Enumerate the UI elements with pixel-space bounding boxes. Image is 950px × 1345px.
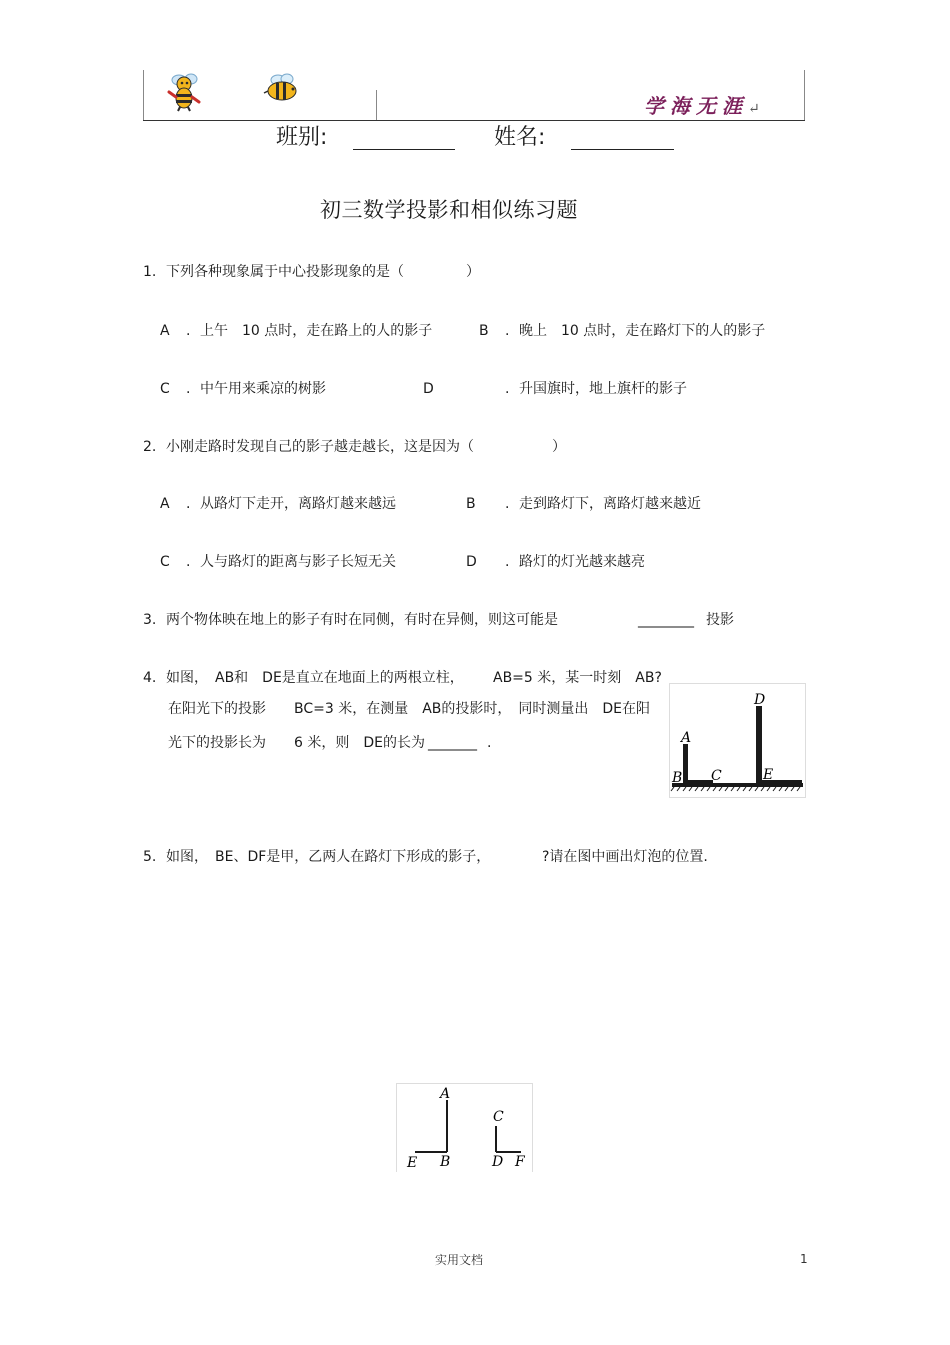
q1-option-b-text: 晚上 10 点时，走在路灯下的人的影子 (519, 323, 766, 339)
q4-number: 4. (143, 670, 157, 686)
q3-stem: 两个物体映在地上的影子有时在同侧，有时在异侧，则这可能是 (166, 612, 558, 628)
q1-option-c-letter: C (160, 381, 170, 397)
q4-label-a: A (681, 730, 692, 746)
q4-figure (669, 683, 806, 798)
footer-label: 实用文档 (435, 1253, 484, 1267)
q2-option-d-dot: . (505, 554, 510, 570)
q4-line2: 在阳光下的投影 BC=3 米，在测量 AB的投影时， 同时测量出 DE在阳 (168, 701, 651, 717)
return-mark: ↵ (748, 101, 760, 117)
q2-option-c-dot: . (186, 554, 191, 570)
q1-option-c-dot: . (186, 381, 191, 397)
q4-line3: 光下的投影长为 6 米，则 DE的长为 (168, 735, 425, 751)
q4-label-c: C (711, 768, 722, 784)
q5-figure-svg (397, 1084, 532, 1172)
shadow-bc (683, 780, 713, 784)
motto-text: 学海无涯 (644, 94, 748, 118)
page-number: 1 (800, 1252, 808, 1266)
q1-option-d-letter: D (423, 381, 434, 397)
q4-line1b: AB=5 米，某一时刻 AB? (493, 670, 662, 686)
header-divider (376, 90, 377, 120)
class-blank[interactable] (353, 148, 455, 150)
q2-option-c-letter: C (160, 554, 170, 570)
q1-option-b-letter: B (479, 323, 489, 339)
q5-label-a: A (440, 1086, 451, 1102)
q4-end: . (487, 735, 492, 751)
q2-option-d-letter: D (466, 554, 477, 570)
q1-option-d-text: 升国旗时，地上旗杆的影子 (519, 381, 687, 397)
q2-number: 2. (143, 439, 157, 455)
q2-option-a-dot: . (186, 496, 191, 512)
q5-text-b: ?请在图中画出灯泡的位置. (542, 849, 708, 865)
name-label: 姓名: (494, 125, 546, 150)
q3-blank[interactable]: ________ (638, 612, 694, 628)
bee-flying-icon (262, 72, 302, 104)
q1-stem-end: ） (466, 264, 480, 280)
q5-label-f: F (515, 1154, 525, 1170)
q1-option-a-dot: . (186, 323, 191, 339)
bee-cartoon-icon (163, 70, 205, 112)
q1-option-d-dot: . (505, 381, 510, 397)
q2-option-b-letter: B (466, 496, 476, 512)
q4-figure-svg (670, 684, 805, 797)
header-left-border (143, 70, 144, 120)
q5-number: 5. (143, 849, 157, 865)
q1-option-b-dot: . (505, 323, 510, 339)
q4-label-e: E (763, 767, 774, 783)
q2-stem: 小刚走路时发现自己的影子越走越长，这是因为（ (166, 439, 474, 455)
name-blank[interactable] (571, 148, 674, 150)
q2-option-c-text: 人与路灯的距离与影子长短无关 (200, 554, 396, 570)
header-right-border (804, 70, 805, 120)
q4-blank[interactable]: _______ (428, 735, 477, 751)
q3-suffix: 投影 (706, 612, 734, 628)
q2-option-b-dot: . (505, 496, 510, 512)
q4-label-b: B (672, 770, 683, 786)
q2-option-a-text: 从路灯下走开，离路灯越来越远 (200, 496, 396, 512)
q5-label-e: E (407, 1155, 418, 1171)
post-ab (683, 744, 688, 784)
page-title: 初三数学投影和相似练习题 (320, 198, 578, 222)
q1-number: 1. (143, 264, 157, 280)
q2-option-a-letter: A (160, 496, 170, 512)
header-motto (644, 90, 760, 119)
q5-figure[interactable] (396, 1083, 533, 1172)
q4-line1a: 如图， AB和 DE是直立在地面上的两根立柱， (166, 670, 464, 686)
q5-text-a: 如图， BE、DF是甲，乙两人在路灯下形成的影子， (166, 849, 491, 865)
header-underline (143, 120, 805, 121)
q5-label-d: D (492, 1154, 504, 1170)
q1-option-c-text: 中午用来乘凉的树影 (200, 381, 326, 397)
q4-label-d: D (754, 692, 766, 708)
q3-number: 3. (143, 612, 157, 628)
q2-option-d-text: 路灯的灯光越来越亮 (519, 554, 645, 570)
q2-stem-end: ） (552, 439, 566, 455)
q1-option-a-text: 上午 10 点时，走在路上的人的影子 (200, 323, 433, 339)
q2-option-b-text: 走到路灯下，离路灯越来越近 (519, 496, 701, 512)
q5-label-c: C (493, 1109, 504, 1125)
post-de (756, 706, 762, 784)
q5-label-b: B (440, 1154, 451, 1170)
q1-option-a-letter: A (160, 323, 170, 339)
q1-stem: 下列各种现象属于中心投影现象的是（ (166, 264, 404, 280)
class-label: 班别: (276, 125, 328, 150)
